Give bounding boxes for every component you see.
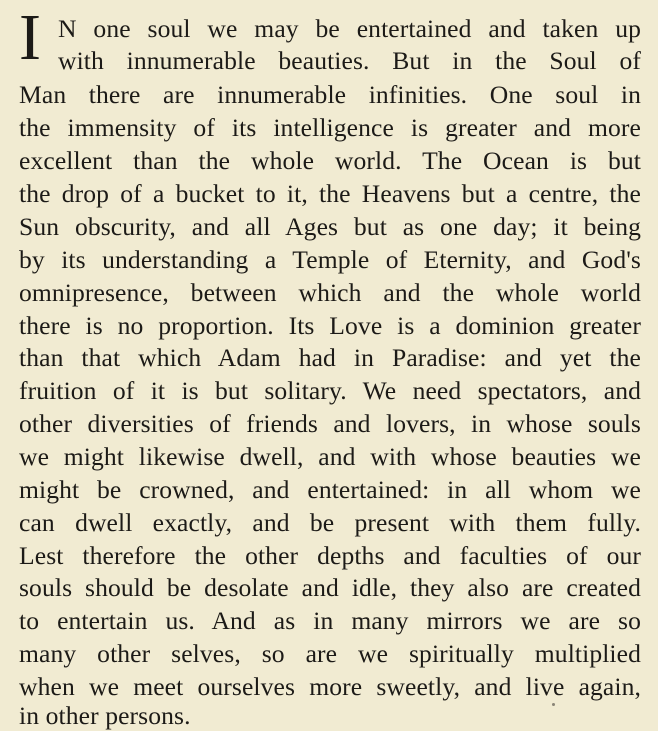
text-line: souls should be desolate and idle, they also are created bbox=[19, 573, 641, 602]
text-line: omnipresence, between which and the whole world bbox=[19, 278, 641, 307]
paper-speck bbox=[552, 703, 555, 706]
text-line: Man there are innumerable infinities. One soul in bbox=[19, 80, 641, 109]
text-line: can dwell exactly, and be present with them fully. bbox=[19, 508, 641, 537]
text-line: Lest therefore the other depths and faculties of our bbox=[19, 541, 641, 570]
text-line: Sun obscurity, and all Ages but as one day; it being bbox=[19, 212, 641, 241]
text-line: by its understanding a Temple of Eternity, and God's bbox=[19, 245, 641, 274]
text-line: the immensity of its intelligence is greater and more bbox=[19, 113, 641, 142]
text-line: the drop of a bucket to it, the Heavens but a centre, the bbox=[19, 179, 641, 208]
text-line: with innumerable beauties. But in the Soul of bbox=[58, 46, 641, 75]
text-line: than that which Adam had in Paradise: and yet the bbox=[19, 343, 641, 372]
text-line: might be crowned, and entertained: in all whom we bbox=[19, 475, 641, 504]
text-line: when we meet ourselves more sweetly, and live again, bbox=[19, 672, 641, 701]
text-line: other diversities of friends and lovers, in whose souls bbox=[19, 409, 641, 438]
text-line: there is no proportion. Its Love is a dominion greater bbox=[19, 311, 641, 340]
text-line: N one soul we may be entertained and taken up bbox=[58, 14, 641, 43]
text-line: to entertain us. And as in many mirrors we are so bbox=[19, 606, 641, 635]
text-line: we might likewise dwell, and with whose beauties we bbox=[19, 442, 641, 471]
text-line: excellent than the whole world. The Ocean is but bbox=[19, 146, 641, 175]
text-line: many other selves, so are we spiritually multiplied bbox=[19, 639, 641, 668]
text-line: fruition of it is but solitary. We need spectators, and bbox=[19, 376, 641, 405]
text-line-last: in other persons. bbox=[19, 701, 191, 730]
drop-cap: I bbox=[19, 1, 41, 74]
